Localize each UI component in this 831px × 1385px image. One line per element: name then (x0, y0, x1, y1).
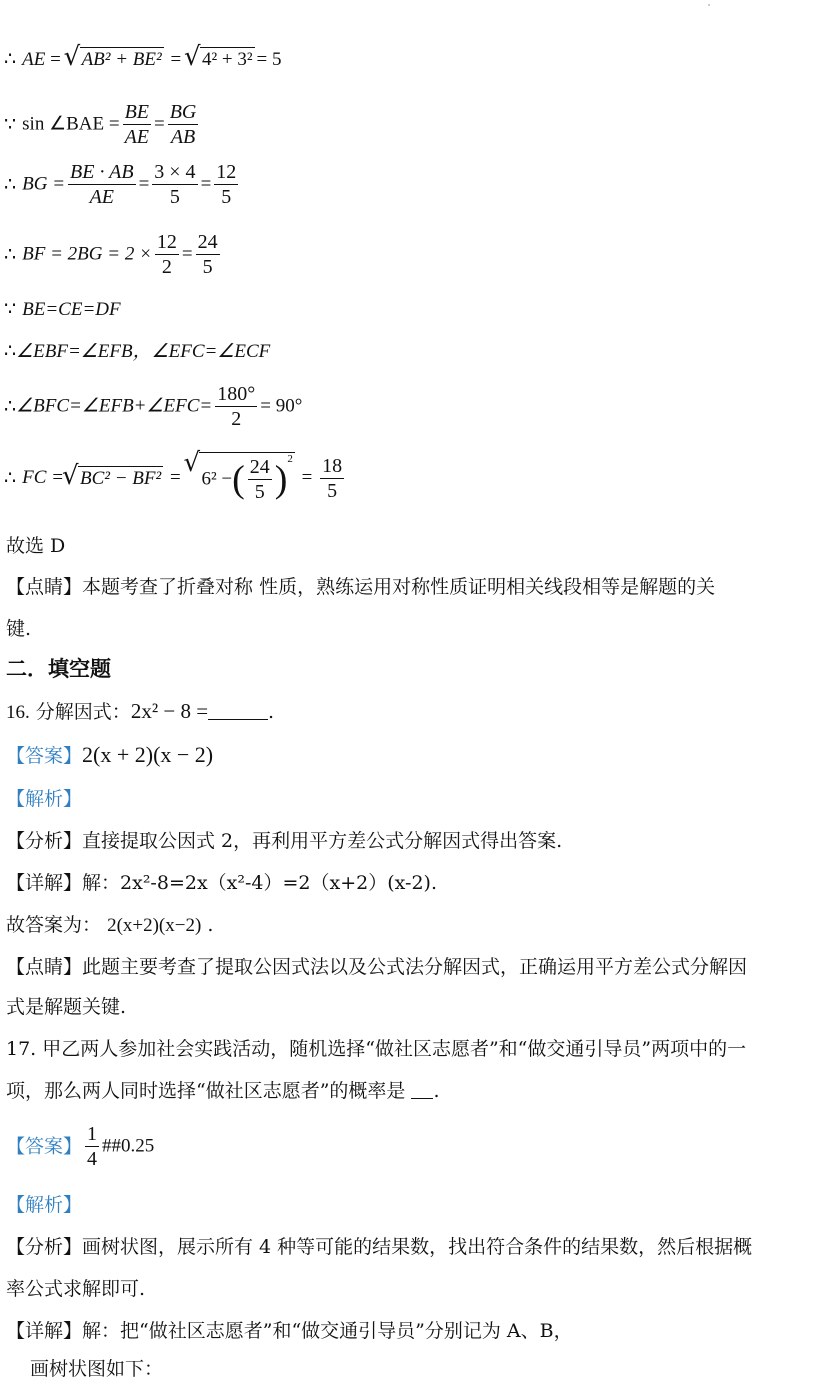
fraction: $\frac{24}{5}$ (197, 231, 218, 278)
equation-bg: ∴ BG = $\frac{BE \cdot AB}{AE}$ = $\frac{3 \times 4}{5}$ = $\frac{12}{5}$ (4, 161, 237, 208)
comment-dianjing-1-cont: 键. (6, 618, 32, 640)
equation-bf: ∴ BF = 2BG = 2 × $\frac{12}{2}$ = $\frac{24}{5}$ (4, 231, 218, 278)
because-symbol: ∵ (4, 298, 23, 320)
lhs: FC = (22, 467, 64, 488)
therefore-symbol: ∴ (4, 467, 23, 489)
tree-diagram-caption: 画树状图如下： (30, 1358, 164, 1380)
sqrt-bc-bf: √ BC² − BF² (64, 465, 165, 491)
line-be-ce-df (4, 296, 121, 323)
lhs: BF = 2BG = 2 × (22, 243, 152, 265)
tag: 【详解】 (6, 1320, 83, 1342)
therefore-symbol: ∴ (4, 173, 23, 196)
fraction: $\frac{BE \cdot AB}{AE}$ (70, 161, 134, 208)
line-angles (4, 338, 270, 365)
answer-16 (6, 742, 213, 769)
choice-line: 故选 D (6, 535, 66, 557)
fraction: $\frac{24}{5}$ (249, 456, 270, 503)
statement: ∠EBF=∠EFB，∠EFC=∠ECF (16, 341, 271, 362)
fraction: $\frac{12}{5}$ (216, 161, 237, 208)
tag: 【分析】 (6, 1236, 83, 1258)
therefore-symbol: ∴ (4, 340, 17, 362)
fraction: $\frac{12}{2}$ (156, 231, 177, 278)
therefore-symbol: ∴ (4, 48, 23, 70)
fraction: $\frac{BG}{AB}$ (169, 101, 197, 148)
sqrt-4-3: √ 4² + 3² (186, 46, 257, 72)
fraction: $\frac{1}{4}$ (87, 1123, 98, 1170)
analysis-tag: 【解析】 (6, 1194, 83, 1216)
fenxi-17: 【分析】画树状图，展示所有 4 种等可能的结果数，找出符合条件的结果数，然后根据概 (6, 1236, 753, 1258)
answer-17: 【答案】 $\frac{1}{4}$ ##0.25 (6, 1123, 155, 1170)
therefore-symbol: ∴ (4, 395, 17, 418)
equation-sin-bae: ∵ sin ∠BAE = $\frac{BE}{AE}$ = $\frac{BG}{AB}$ (4, 101, 197, 148)
question-number: 16. (6, 702, 30, 723)
result: = 90° (260, 395, 303, 417)
tag: 【详解】 (6, 872, 83, 894)
fraction: $\frac{18}{5}$ (322, 454, 343, 502)
final-answer-16: 故答案为： 2(x+2)(x−2) . (6, 914, 214, 936)
fraction: $\frac{3 \times 4}{5}$ (154, 161, 196, 208)
xiangjie-17: 【详解】解：把“做社区志愿者”和“做交通引导员”分别记为 A、B， (6, 1320, 573, 1342)
dianjing-16: 【点睛】此题主要考查了提取公因式法以及公式法分解因式，正确运用平方差公式分解因 (6, 956, 748, 978)
xiangjie-16: 【详解】解：2x²-8=2x（x²-4）=2（x+2）(x-2). (6, 872, 437, 894)
because-symbol: ∵ (4, 113, 23, 136)
answer-blank (208, 701, 268, 720)
tag: 【点睛】 (6, 956, 83, 978)
lhs: BG = (22, 173, 66, 195)
answer-value: 2(x+2)(x−2) (107, 915, 202, 936)
scan-speck (708, 4, 710, 6)
tag: 【点睛】 (6, 576, 83, 598)
tag: 【分析】 (6, 830, 83, 852)
dianjing-16-cont: 式是解题关键. (6, 996, 127, 1018)
lhs: AE (22, 49, 46, 70)
fenxi-17-cont: 率公式求解即可. (6, 1278, 146, 1300)
answer-tag: 【答案】 (6, 1135, 83, 1158)
analysis-tag: 【解析】 (6, 788, 83, 810)
fraction: $\frac{BE}{AE}$ (124, 101, 149, 148)
question-16: 16. 分解因式：2x² − 8 = . (6, 699, 275, 723)
answer-tag: 【答案】 (6, 745, 83, 767)
fraction: $\frac{180^\circ}{2}$ (217, 383, 256, 430)
sqrt-ab-be: √ AB² + BE² (66, 46, 166, 72)
therefore-symbol: ∴ (4, 243, 23, 266)
sqrt-big: √ 6² −( $\frac{24}{5}$ )$^2$ (185, 452, 296, 504)
equation-ae: ∴ AE = √ AB² + BE² = √ 4² + 3² = 5 (4, 46, 282, 73)
question-17: 17. 甲乙两人参加社会实践活动，随机选择“做社区志愿者”和“做交通引导员”两项中的一 (6, 1038, 747, 1060)
fenxi-16: 【分析】直接提取公因式 2，再利用平方差公式分解因式得出答案. (6, 830, 563, 852)
lhs: sin ∠BAE = (22, 113, 120, 135)
answer-blank (411, 1080, 433, 1099)
expression: 2x² − 8 = (130, 699, 209, 723)
lhs: ∠BFC=∠EFB+∠EFC= (16, 395, 213, 417)
question-17-cont: 项，那么两人同时选择“做社区志愿者”的概率是 . (6, 1080, 440, 1102)
section-heading: 二．填空题 (6, 657, 111, 681)
equation-bfc (4, 382, 302, 431)
equation-fc: ∴ FC =√ BC² − BF² = √ 6² −( $\frac{24}{5}$ )$^2$ = $\frac{18}{5}$ (4, 452, 347, 504)
answer-value: 2(x + 2)(x − 2) (82, 742, 214, 767)
statement: BE=CE=DF (22, 299, 121, 320)
result: = 5 (256, 49, 282, 70)
comment-dianjing-1: 【点睛】本题考查了折叠对称 性质，熟练运用对称性质证明相关线段相等是解题的关 (6, 576, 716, 598)
